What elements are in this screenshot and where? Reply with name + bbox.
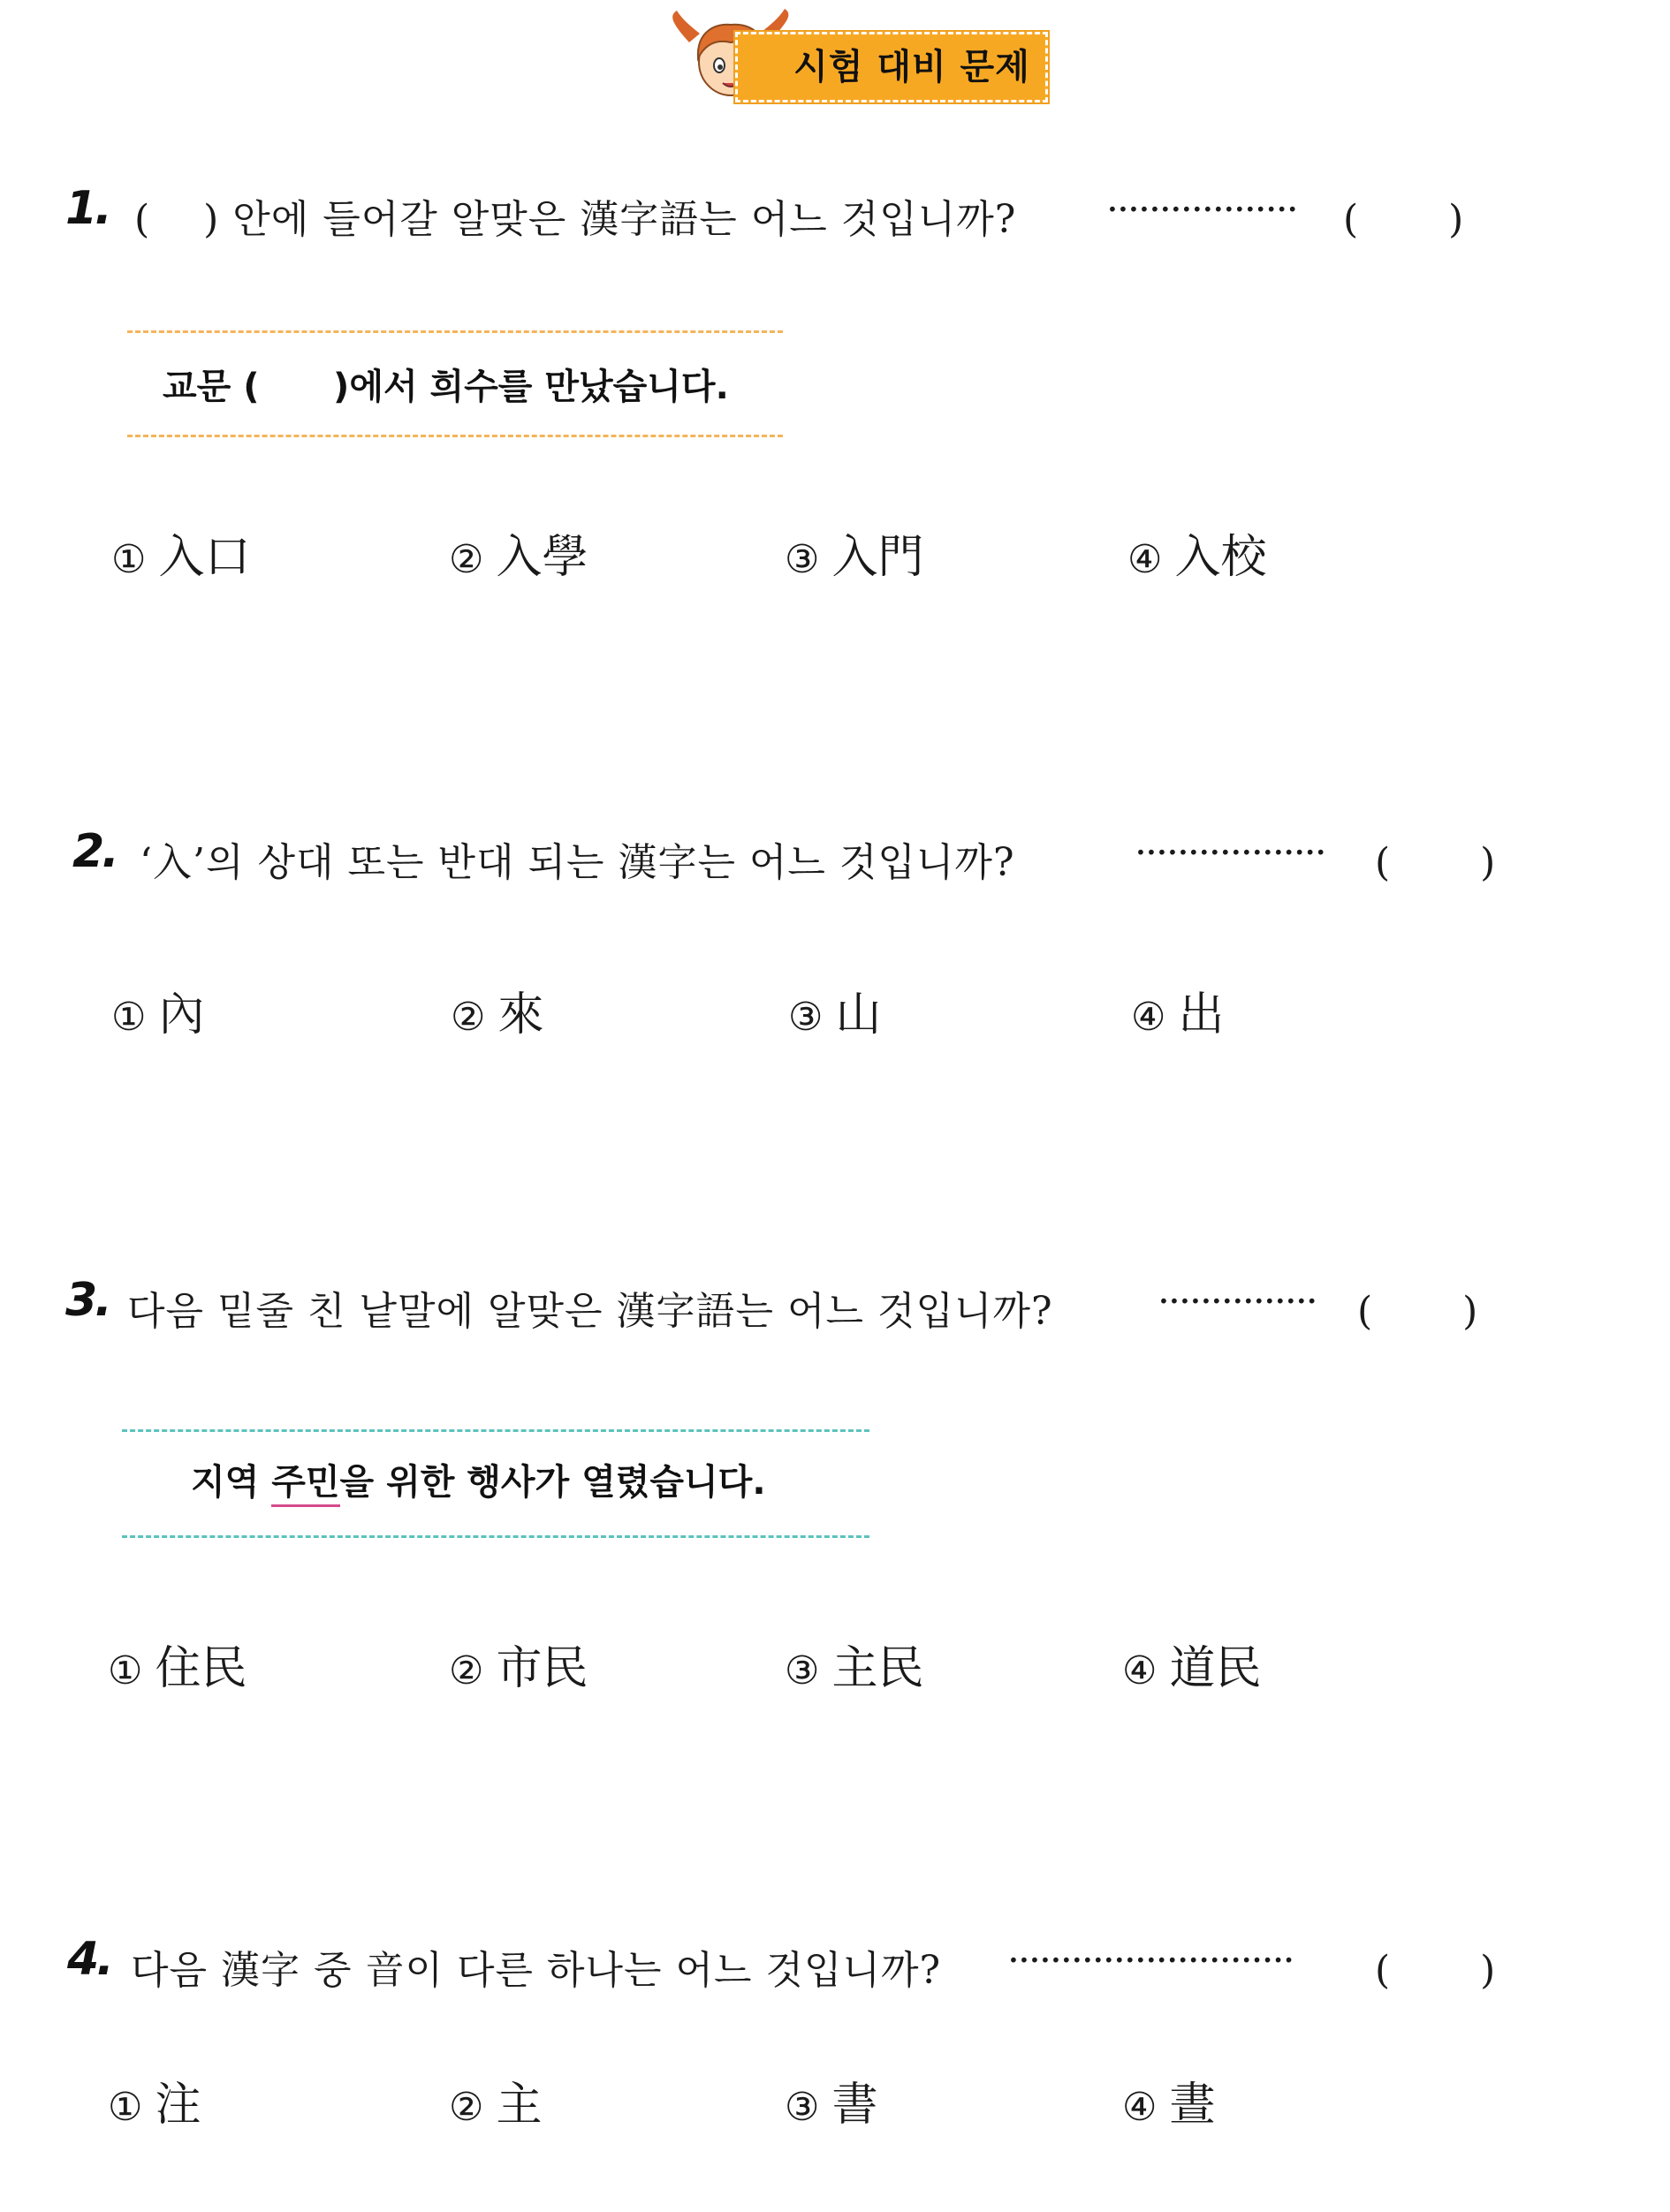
- option-2[interactable]: [449, 1631, 588, 1697]
- option-number: ①: [108, 1648, 143, 1693]
- option-3[interactable]: [785, 2067, 877, 2133]
- option-number: ③: [785, 537, 820, 582]
- example-bottom-divider: [122, 1535, 869, 1538]
- option-text: 出: [1178, 989, 1225, 1042]
- option-1[interactable]: [108, 2067, 201, 2133]
- example-top-divider: [122, 1429, 869, 1432]
- option-number: ②: [449, 537, 484, 582]
- option-number: ②: [449, 1648, 484, 1693]
- answer-blank[interactable]: ( ): [1357, 1289, 1478, 1334]
- header-badge: [664, 7, 1053, 104]
- option-text: 入門: [831, 531, 924, 584]
- question-number: 2.: [72, 825, 117, 878]
- option-1[interactable]: [111, 977, 204, 1043]
- example-sentence: 교문 ( )에서 희수를 만났습니다.: [163, 367, 729, 407]
- leader-dots: ···············: [1158, 1279, 1317, 1324]
- option-text: 注: [155, 2079, 201, 2132]
- option-text: 晝: [1169, 2079, 1216, 2132]
- option-text: 山: [835, 989, 882, 1042]
- leader-dots: ···························: [1007, 1938, 1294, 1983]
- option-text: 主: [496, 2079, 543, 2132]
- answer-blank[interactable]: ( ): [1343, 197, 1464, 242]
- option-4[interactable]: [1122, 2067, 1215, 2133]
- question-text: 다음 밑줄 친 낱말에 알맞은 漢字語는 어느 것입니까?: [127, 1289, 1053, 1334]
- option-text: 入學: [496, 531, 588, 584]
- question-text: 다음 漢字 중 音이 다른 하나는 어느 것입니까?: [131, 1948, 942, 1993]
- option-text: 入口: [158, 531, 251, 584]
- question-number: 4.: [67, 1933, 111, 1986]
- option-number: ④: [1127, 537, 1163, 582]
- option-4[interactable]: [1122, 1631, 1261, 1697]
- question-number: 1.: [65, 182, 110, 235]
- option-number: ①: [111, 995, 147, 1040]
- option-number: ①: [108, 2085, 143, 2130]
- option-4[interactable]: [1131, 977, 1224, 1043]
- leader-dots: ··················: [1135, 830, 1325, 875]
- option-number: ①: [111, 537, 147, 582]
- option-number: ②: [449, 2085, 484, 2130]
- option-3[interactable]: [788, 977, 881, 1043]
- option-number: ④: [1122, 1648, 1158, 1693]
- option-number: ④: [1131, 995, 1166, 1040]
- option-text: 主民: [831, 1642, 924, 1695]
- example-sentence: [191, 1454, 766, 1504]
- example-text-after: 을 위한 행사가 열렸습니다.: [339, 1462, 766, 1503]
- option-text: 書: [831, 2079, 878, 2132]
- example-top-divider: [127, 330, 783, 333]
- option-number: ③: [785, 2085, 820, 2130]
- question-text: ‘入’의 상대 또는 반대 되는 漢字는 어느 것입니까?: [140, 840, 1015, 885]
- option-4[interactable]: [1127, 519, 1266, 586]
- option-3[interactable]: [785, 519, 923, 586]
- header-title: 시험 대비 문제: [793, 47, 1030, 87]
- option-number: ③: [788, 995, 824, 1040]
- leader-dots: ··················: [1106, 187, 1297, 232]
- option-text: 入校: [1174, 531, 1267, 584]
- option-2[interactable]: [449, 2067, 542, 2133]
- option-text: 來: [497, 989, 544, 1042]
- option-3[interactable]: [785, 1631, 923, 1697]
- question-text: ( ) 안에 들어갈 알맞은 漢字語는 어느 것입니까?: [134, 197, 1017, 242]
- option-text: 道民: [1169, 1642, 1262, 1695]
- option-text: 市民: [496, 1642, 588, 1695]
- option-1[interactable]: [108, 1631, 247, 1697]
- option-2[interactable]: [449, 519, 588, 586]
- option-number: ③: [785, 1648, 820, 1693]
- option-2[interactable]: [451, 977, 543, 1043]
- example-text-before: 지역: [191, 1462, 272, 1503]
- underlined-word: 주민: [271, 1462, 339, 1507]
- answer-blank[interactable]: ( ): [1375, 1948, 1496, 1993]
- question-number: 3.: [65, 1274, 110, 1327]
- answer-blank[interactable]: ( ): [1375, 840, 1496, 885]
- option-number: ④: [1122, 2085, 1158, 2130]
- example-bottom-divider: [127, 435, 783, 437]
- option-text: 住民: [155, 1642, 247, 1695]
- option-1[interactable]: [111, 519, 250, 586]
- option-text: 內: [158, 989, 205, 1042]
- option-number: ②: [451, 995, 486, 1040]
